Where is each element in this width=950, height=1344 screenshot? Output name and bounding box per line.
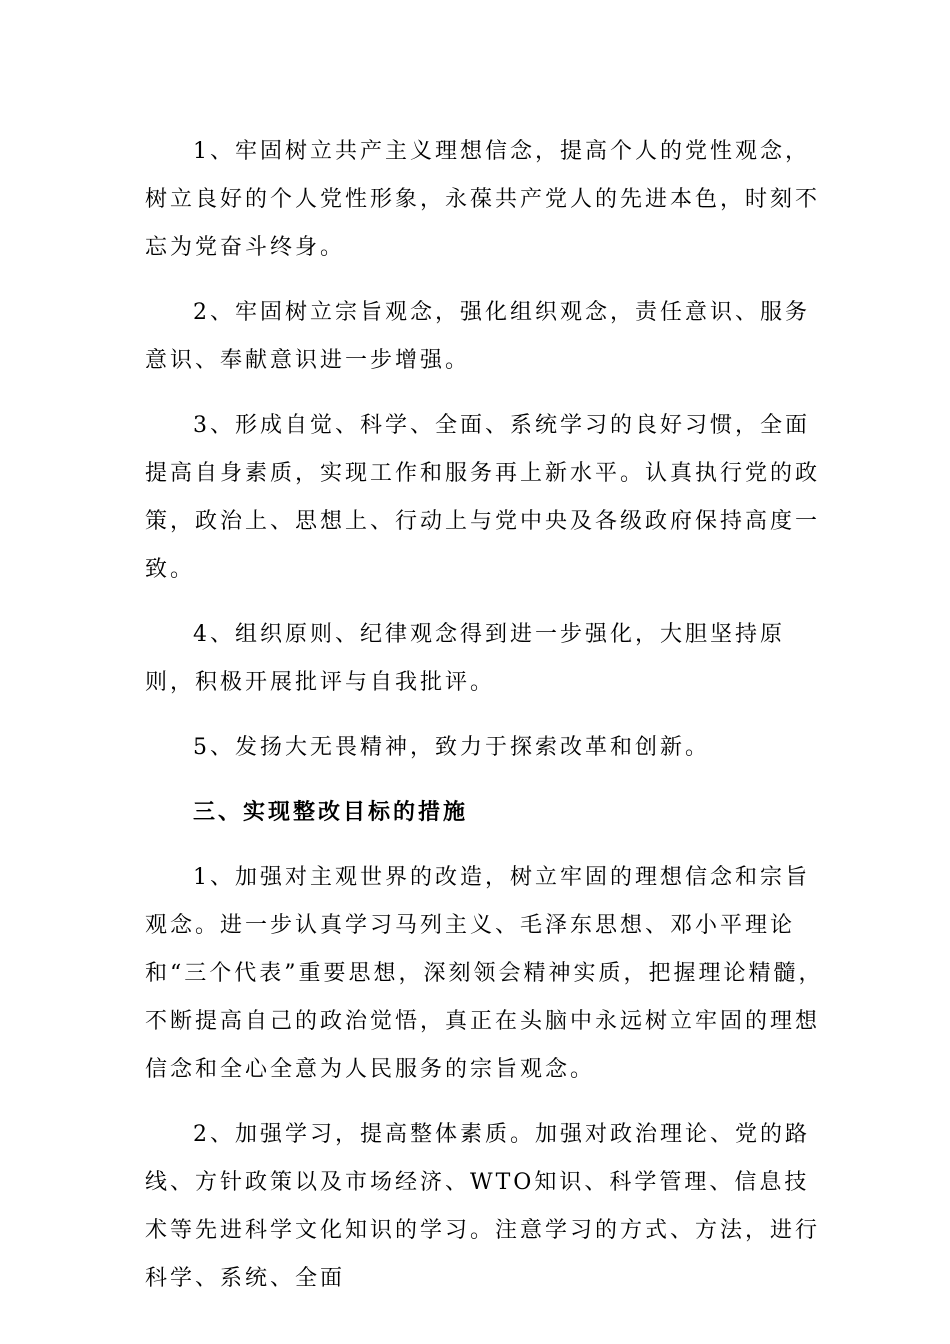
document-body (145, 128, 825, 1320)
section-heading: 三、实现整改目标的措施 (193, 800, 469, 825)
goal-paragraph-5: 5、发扬大无畏精神，致力于探索改革和创新。 (193, 735, 710, 760)
goal-paragraph-2: 2、牢固树立宗旨观念，强化组织观念，责任意识、服务意识、奉献意识进一步增强。 (145, 300, 810, 373)
goal-paragraph-3: 3、形成自觉、科学、全面、系统学习的良好习惯，全面提高自身素质，实现工作和服务再上新水平。认真执行党的政策，政治上、思想上、行动上与党中央及各级政府保持高度一致。 (145, 413, 821, 582)
measure-paragraph-1: 1、加强对主观世界的改造，树立牢固的理想信念和宗旨观念。进一步认真学习马列主义、毛泽东思想、邓小平理论和“三个代表”重要思想，深刻领会精神实质，把握理论精髓，不断提高自己的政治觉悟，真正在头脑中永远树立牢固的理想信念和全心全意为人民服务的宗旨观念。 (145, 865, 824, 1082)
goal-paragraph-4: 4、组织原则、纪律观念得到进一步强化，大胆坚持原则，积极开展批评与自我批评。 (145, 622, 785, 695)
goal-paragraph-1: 1、牢固树立共产主义理想信念，提高个人的党性观念，树立良好的个人党性形象，永葆共产党人的先进本色，时刻不忘为党奋斗终身。 (145, 139, 821, 260)
measure-paragraph-2: 2、加强学习，提高整体素质。加强对政治理论、党的路线、方针政策以及市场经济、WTO知识、科学管理、信息技术等先进科学文化知识的学习。注意学习的方式、方法，进行科学、系统、全面 (145, 1122, 821, 1291)
